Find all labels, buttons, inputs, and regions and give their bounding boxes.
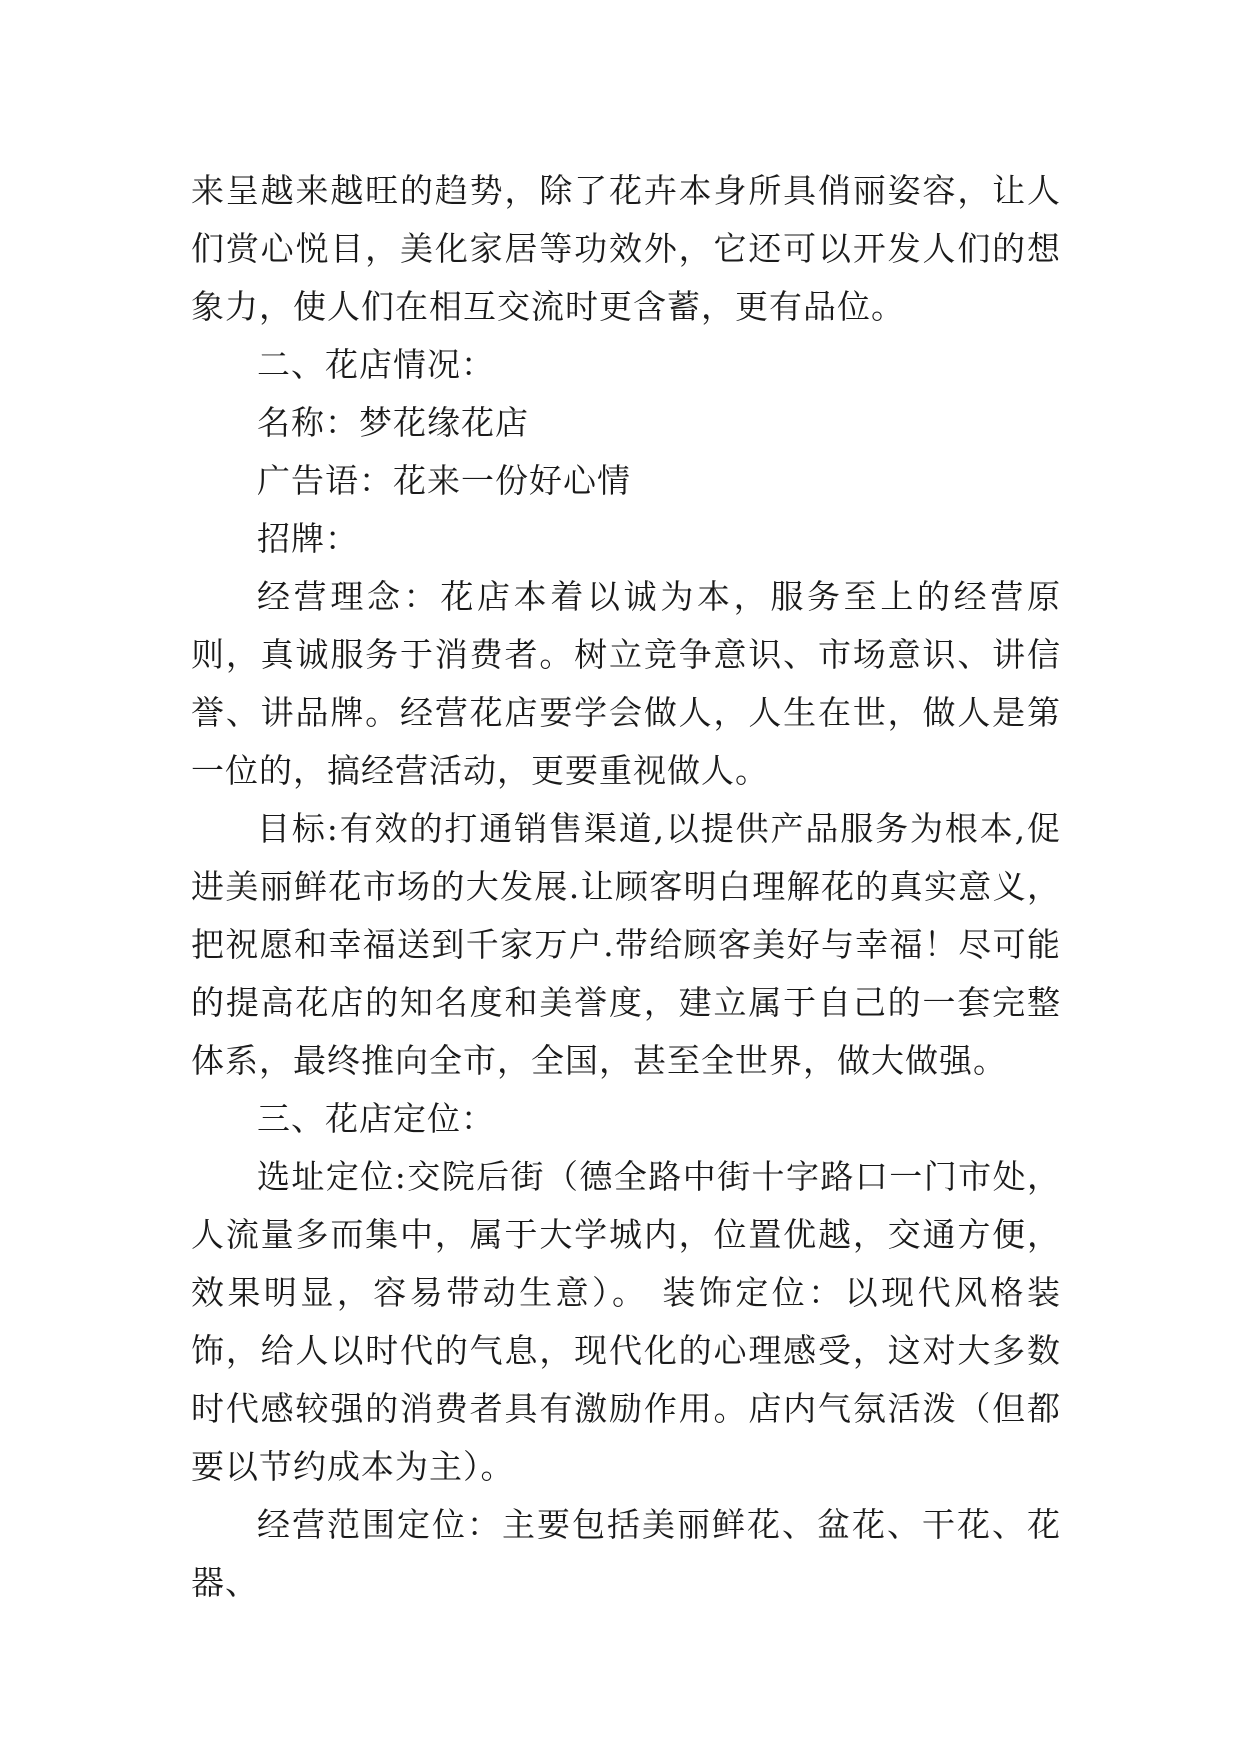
paragraph-shop-name: 名称：梦花缘花店 bbox=[257, 403, 529, 442]
document-body bbox=[191, 162, 1061, 1612]
paragraph-business-philosophy: 经营理念：花店本着以诚为本，服务至上的经营原则，真诚服务于消费者。树立竞争意识、市场意识、讲信誉、讲品牌。经营花店要学会做人，人生在世，做人是第一位的，搞经营活动，更要重视做人。 bbox=[191, 577, 1061, 790]
paragraph-goals: 目标:有效的打通销售渠道,以提供产品服务为根本,促进美丽鲜花市场的大发展.让顾客明白理解花的真实意义，把祝愿和幸福送到千家万户.带给顾客美好与幸福！尽可能的提高花店的知名度和美誉度，建立属于自己的一套完整体系，最终推向全市，全国，甚至全世界，做大做强。 bbox=[191, 809, 1061, 1080]
paragraph-location-positioning: 选址定位:交院后街（德全路中街十字路口一门市处，人流量多而集中，属于大学城内，位置优越，交通方便，效果明显，容易带动生意）。 装饰定位：以现代风格装饰，给人以时代的气息，现代化的心理感受，这对大多数时代感较强的消费者具有激励作用。店内气氛活泼（但都要以节约成本为主）。 bbox=[191, 1157, 1061, 1486]
paragraph-signboard: 招牌： bbox=[257, 519, 359, 558]
heading-shop-positioning: 三、花店定位： bbox=[257, 1099, 495, 1138]
paragraph-business-scope: 经营范围定位：主要包括美丽鲜花、盆花、干花、花器、 bbox=[191, 1505, 1061, 1602]
paragraph-intro-continuation: 来呈越来越旺的趋势，除了花卉本身所具俏丽姿容，让人们赏心悦目，美化家居等功效外，它还可以开发人们的想象力，使人们在相互交流时更含蓄，更有品位。 bbox=[191, 171, 1061, 326]
heading-shop-situation: 二、花店情况： bbox=[257, 345, 495, 384]
paragraph-slogan: 广告语：花来一份好心情 bbox=[257, 461, 631, 500]
